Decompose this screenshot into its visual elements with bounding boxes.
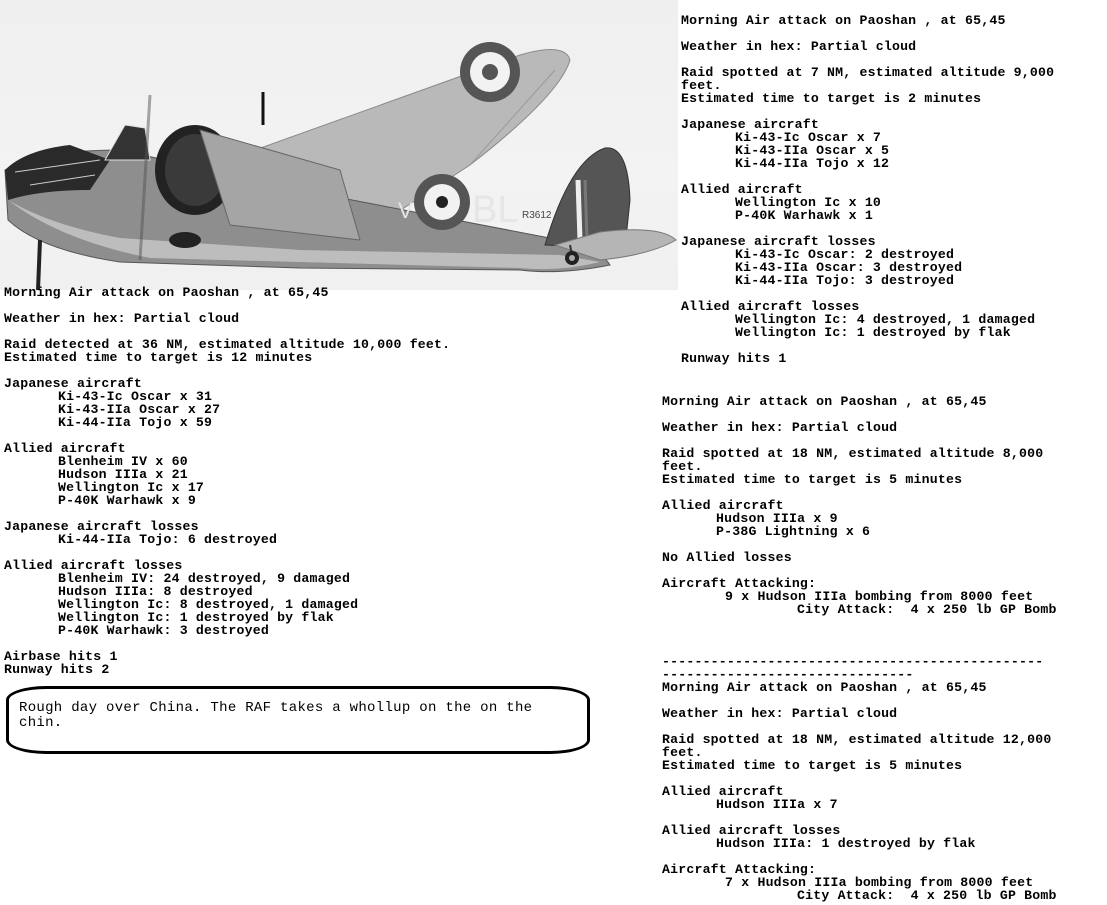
report-line: Allied aircraft losses xyxy=(4,558,183,573)
report-line: Morning Air attack on Paoshan , at 65,45 xyxy=(662,680,987,695)
report-line: Raid spotted at 18 NM, estimated altitude 8,000 xyxy=(662,446,1044,461)
combat-report-left xyxy=(4,286,450,676)
report-line: Allied aircraft xyxy=(662,784,784,799)
separator-line: ----------------------------------------------- xyxy=(662,654,1044,669)
report-line: Raid detected at 36 NM, estimated altitude 10,000 feet. xyxy=(4,337,451,352)
report-line: Raid spotted at 18 NM, estimated altitude 12,000 xyxy=(662,732,1052,747)
report-line: Raid spotted at 7 NM, estimated altitude 9,000 xyxy=(681,65,1055,80)
report-line: Ki-43-Ic Oscar: 2 destroyed xyxy=(735,247,955,262)
report-line: Weather in hex: Partial cloud xyxy=(4,311,240,326)
report-line: Japanese aircraft losses xyxy=(681,234,876,249)
report-line: Wellington Ic: 4 destroyed, 1 damaged xyxy=(735,312,1036,327)
report-line: Allied aircraft losses xyxy=(662,823,841,838)
report-line: Morning Air attack on Paoshan , at 65,45 xyxy=(681,13,1006,28)
report-line: Hudson IIIa x 21 xyxy=(58,467,188,482)
report-line: Runway hits 2 xyxy=(4,662,110,677)
report-line: Hudson IIIa x 7 xyxy=(716,797,838,812)
report-line: Allied aircraft xyxy=(4,441,126,456)
report-line: Runway hits 1 xyxy=(681,351,787,366)
report-line: Japanese aircraft xyxy=(4,376,142,391)
report-line: No Allied losses xyxy=(662,550,792,565)
report-line: Wellington Ic: 1 destroyed by flak xyxy=(58,610,334,625)
report-line: P-38G Lightning x 6 xyxy=(716,524,871,539)
caption-bubble xyxy=(6,686,590,754)
report-line: Aircraft Attacking: xyxy=(662,576,817,591)
report-line: 7 x Hudson IIIa bombing from 8000 feet xyxy=(725,875,1034,890)
blank-line xyxy=(662,629,1057,642)
report-line: Estimated time to target is 5 minutes xyxy=(662,758,963,773)
report-line: Weather in hex: Partial cloud xyxy=(662,420,898,435)
combat-report-right-1 xyxy=(681,14,1054,365)
report-line: Ki-43-Ic Oscar x 31 xyxy=(58,389,213,404)
caption-text: Rough day over China. The RAF takes a whollup on the on the chin. xyxy=(19,700,533,731)
report-line: 9 x Hudson IIIa bombing from 8000 feet xyxy=(725,589,1034,604)
report-line: City Attack: 4 x 250 lb GP Bomb xyxy=(797,602,1057,617)
report-line: Morning Air attack on Paoshan , at 65,45 xyxy=(4,285,329,300)
report-line: Allied aircraft xyxy=(662,498,784,513)
report-line: Airbase hits 1 xyxy=(4,649,118,664)
report-line: Morning Air attack on Paoshan , at 65,45 xyxy=(662,394,987,409)
report-line: Ki-44-IIa Tojo x 12 xyxy=(735,156,890,171)
report-line: P-40K Warhawk x 1 xyxy=(735,208,873,223)
report-line: Ki-43-IIa Oscar x 5 xyxy=(735,143,890,158)
report-line: City Attack: 4 x 250 lb GP Bomb xyxy=(797,888,1057,903)
report-line: Weather in hex: Partial cloud xyxy=(681,39,917,54)
report-line: P-40K Warhawk x 9 xyxy=(58,493,196,508)
report-line: Allied aircraft xyxy=(681,182,803,197)
blank-line xyxy=(662,616,1057,629)
report-line: Allied aircraft losses xyxy=(681,299,860,314)
report-line: feet. xyxy=(662,459,703,474)
report-line: Wellington Ic: 1 destroyed by flak xyxy=(735,325,1011,340)
report-line: Hudson IIIa x 9 xyxy=(716,511,838,526)
report-line: Estimated time to target is 12 minutes xyxy=(4,350,313,365)
report-line: Ki-43-IIa Oscar: 3 destroyed xyxy=(735,260,963,275)
report-line: Estimated time to target is 5 minutes xyxy=(662,472,963,487)
report-line: Japanese aircraft xyxy=(681,117,819,132)
report-line: Hudson IIIa: 8 destroyed xyxy=(58,584,253,599)
report-line: Japanese aircraft losses xyxy=(4,519,199,534)
separator-line: ------------------------------- xyxy=(662,667,914,682)
report-line: Ki-43-Ic Oscar x 7 xyxy=(735,130,882,145)
report-line: Estimated time to target is 2 minutes xyxy=(681,91,982,106)
report-line: P-40K Warhawk: 3 destroyed xyxy=(58,623,269,638)
svg-text:V: V xyxy=(398,198,413,223)
report-line: Aircraft Attacking: xyxy=(662,862,817,877)
svg-text:R3612: R3612 xyxy=(522,210,552,221)
aircraft-photo xyxy=(0,0,678,290)
report-line: Blenheim IV x 60 xyxy=(58,454,188,469)
report-line: Ki-43-IIa Oscar x 27 xyxy=(58,402,221,417)
report-line: Wellington Ic x 17 xyxy=(58,480,205,495)
report-line: Wellington Ic x 10 xyxy=(735,195,882,210)
report-line: Ki-44-IIa Tojo x 59 xyxy=(58,415,213,430)
report-line: Wellington Ic: 8 destroyed, 1 damaged xyxy=(58,597,359,612)
report-line: Blenheim IV: 24 destroyed, 9 damaged xyxy=(58,571,351,586)
svg-text:BL: BL xyxy=(472,189,519,231)
report-line: feet. xyxy=(681,78,722,93)
report-line: Ki-44-IIa Tojo: 6 destroyed xyxy=(58,532,278,547)
report-line: Weather in hex: Partial cloud xyxy=(662,706,898,721)
report-line: Ki-44-IIa Tojo: 3 destroyed xyxy=(735,273,955,288)
report-line: Hudson IIIa: 1 destroyed by flak xyxy=(716,836,976,851)
report-line: feet. xyxy=(662,745,703,760)
combat-report-right-2 xyxy=(662,395,1057,902)
